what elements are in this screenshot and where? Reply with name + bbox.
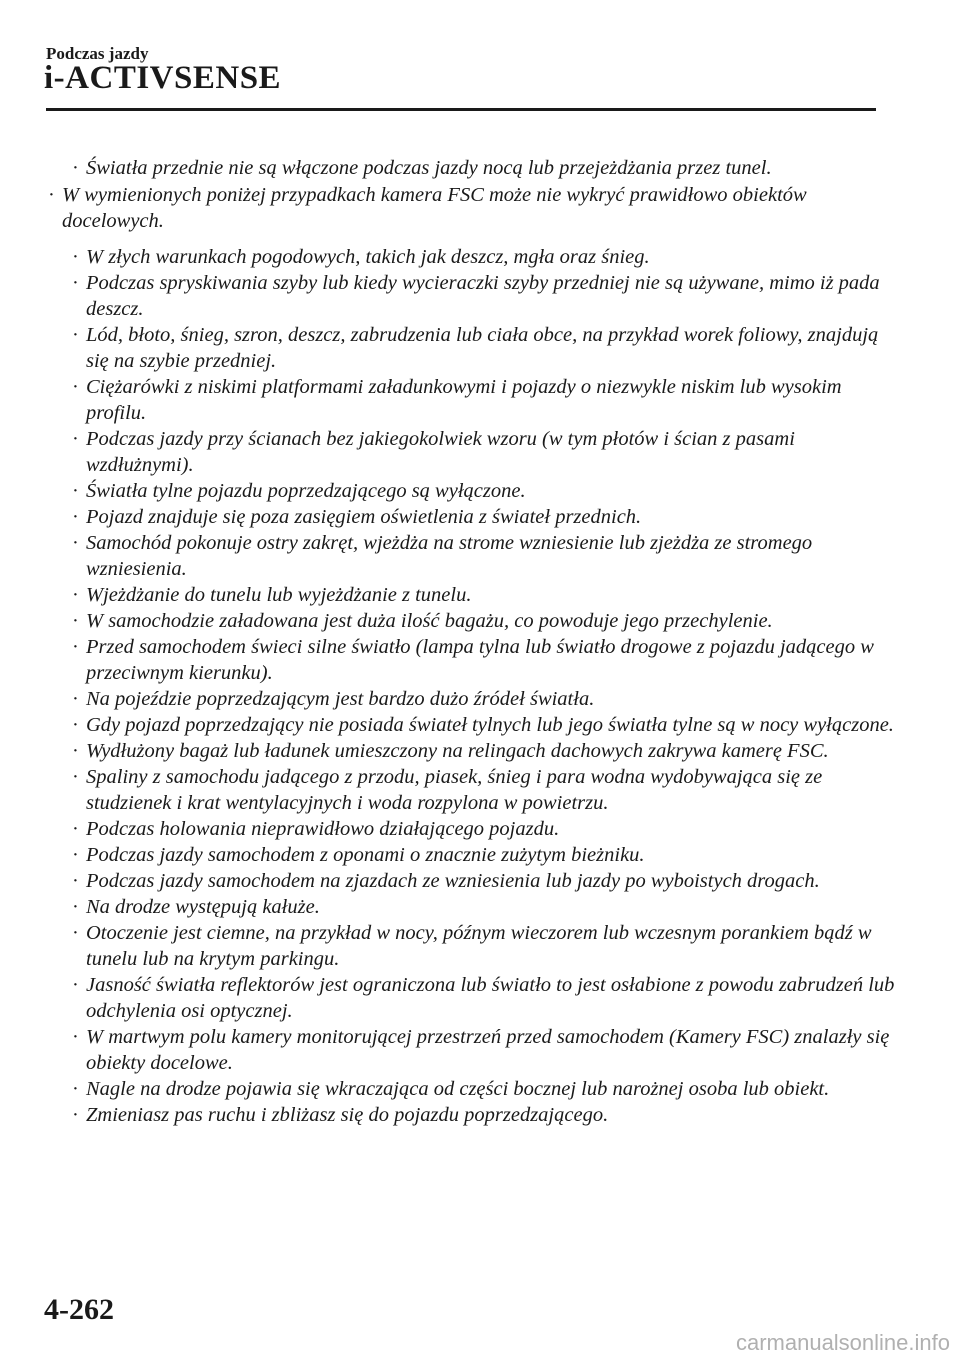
bullet-icon: · xyxy=(72,688,79,710)
bullet-icon: · xyxy=(72,896,79,918)
list-item xyxy=(0,868,960,894)
list-item xyxy=(0,686,960,712)
bullet-icon: · xyxy=(72,714,79,736)
list-item xyxy=(0,582,960,608)
list-item-text: Światła tylne pojazdu poprzedzającego są wyłączone. xyxy=(86,480,526,502)
list-item-text: W złych warunkach pogodowych, takich jak deszcz, mgła oraz śnieg. xyxy=(86,246,650,268)
list-item xyxy=(0,608,960,634)
list-item-text: Na pojeździe poprzedzającym jest bardzo dużo źródeł światła. xyxy=(86,688,595,710)
list-item xyxy=(0,738,960,764)
list-item-text: W samochodzie załadowana jest duża ilość bagażu, co powoduje jego przechylenie. xyxy=(86,610,773,632)
list-item xyxy=(0,426,960,478)
list-item-text: Nagle na drodze pojawia się wkraczająca od części bocznej lub narożnej osoba lub obiekt. xyxy=(86,1078,830,1100)
list-item xyxy=(0,972,960,1024)
bullet-icon: · xyxy=(72,376,79,398)
bullet-icon: · xyxy=(72,636,79,658)
list-item-text: Przed samochodem świeci silne światło (lampa tylna lub światło drogowe z pojazdu jadącego w przeciwnym kierunku). xyxy=(86,636,874,684)
list-item-text: Podczas jazdy samochodem na zjazdach ze wzniesienia lub jazdy po wyboistych drogach. xyxy=(86,870,820,892)
bullet-icon: · xyxy=(72,506,79,528)
bullet-icon: · xyxy=(72,844,79,866)
bullet-icon: · xyxy=(72,246,79,268)
list-item xyxy=(0,920,960,972)
list-item-text: Jasność światła reflektorów jest ograniczona lub światło to jest osłabione z powodu zabrudzeń lub odchylenia osi optycznej. xyxy=(86,974,895,1022)
list-item-text: Lód, błoto, śnieg, szron, deszcz, zabrudzenia lub ciała obce, na przykład worek foliowy, znajdują się na szybie przedniej. xyxy=(86,324,879,372)
list-item xyxy=(0,1076,960,1102)
list-item xyxy=(0,270,960,322)
bullet-icon: · xyxy=(72,740,79,762)
bullet-icon: · xyxy=(72,324,79,346)
bullet-icon: · xyxy=(72,870,79,892)
list-item-text: Podczas jazdy przy ścianach bez jakiegokolwiek wzoru (w tym płotów i ścian z pasami wzdłużnymi). xyxy=(86,428,795,476)
list-item-text: Światła przednie nie są włączone podczas jazdy nocą lub przejeżdżania przez tunel. xyxy=(86,157,772,179)
bullet-icon: · xyxy=(72,974,79,996)
list-item-text: Podczas spryskiwania szyby lub kiedy wycieraczki szyby przedniej nie są używane, mimo iż pada deszcz. xyxy=(86,272,880,320)
list-item xyxy=(0,816,960,842)
bullet-icon: · xyxy=(72,1104,79,1126)
list-item-text: Samochód pokonuje ostry zakręt, wjeżdża na strome wzniesienie lub zjeżdża ze stromego wzniesienia. xyxy=(86,532,813,580)
list-item-text: Zmieniasz pas ruchu i zbliżasz się do pojazdu poprzedzającego. xyxy=(86,1104,609,1126)
list-item xyxy=(0,478,960,504)
bullet-icon: · xyxy=(72,584,79,606)
page-number: 4-262 xyxy=(44,1293,114,1326)
bullet-icon: · xyxy=(72,157,79,179)
list-item-text: Pojazd znajduje się poza zasięgiem oświetlenia z świateł przednich. xyxy=(86,506,642,528)
list-item xyxy=(0,842,960,868)
list-item-text: W martwym polu kamery monitorującej przestrzeń przed samochodem (Kamery FSC) znalazły się obiekty docelowe. xyxy=(86,1026,890,1074)
list-item xyxy=(0,1102,960,1128)
chapter-title: i-ACTIVSENSE xyxy=(44,60,282,96)
list-item-text: W wymienionych poniżej przypadkach kamera FSC może nie wykryć prawidłowo obiektów docelowych. xyxy=(62,184,807,232)
header-rule xyxy=(46,108,876,111)
section-label: Podczas jazdy xyxy=(46,44,149,63)
list-item-text: Spaliny z samochodu jadącego z przodu, piasek, śnieg i para wodna wydobywająca się ze studzienek i krat wentylacyjnych i woda rozpylona w powietrzu. xyxy=(86,766,823,814)
list-item-text: Podczas jazdy samochodem z oponami o znacznie zużytym bieżniku. xyxy=(86,844,645,866)
list-item-text: Na drodze występują kałuże. xyxy=(86,896,320,918)
list-item xyxy=(0,374,960,426)
bullet-icon: · xyxy=(72,1026,79,1048)
list-item xyxy=(0,712,960,738)
bullet-icon: · xyxy=(48,184,55,206)
list-item xyxy=(0,634,960,686)
sub-condition-list xyxy=(0,244,960,1128)
condition-list xyxy=(0,155,960,234)
bullet-icon: · xyxy=(72,480,79,502)
list-item xyxy=(0,155,960,181)
list-item xyxy=(0,322,960,374)
list-item xyxy=(0,504,960,530)
bullet-icon: · xyxy=(72,428,79,450)
list-item-text: Wydłużony bagaż lub ładunek umieszczony na relingach dachowych zakrywa kamerę FSC. xyxy=(86,740,829,762)
bullet-icon: · xyxy=(72,818,79,840)
page-content xyxy=(0,155,960,1128)
bullet-icon: · xyxy=(72,272,79,294)
list-item-text: Otoczenie jest ciemne, na przykład w nocy, późnym wieczorem lub wczesnym porankiem bądź w tunelu lub na krytym parkingu. xyxy=(86,922,872,970)
list-item xyxy=(0,764,960,816)
bullet-icon: · xyxy=(72,610,79,632)
watermark: carmanualsonline.info xyxy=(735,1330,950,1355)
bullet-icon: · xyxy=(72,766,79,788)
list-item xyxy=(0,894,960,920)
list-item-text: Podczas holowania nieprawidłowo działającego pojazdu. xyxy=(86,818,560,840)
list-item-text: Ciężarówki z niskimi platformami załadunkowymi i pojazdy o niezwykle niskim lub wysokim profilu. xyxy=(86,376,842,424)
list-item xyxy=(0,1024,960,1076)
bullet-icon: · xyxy=(72,922,79,944)
list-item xyxy=(0,530,960,582)
list-item-text: Wjeżdżanie do tunelu lub wyjeżdżanie z tunelu. xyxy=(86,584,472,606)
list-item xyxy=(0,244,960,270)
bullet-icon: · xyxy=(72,1078,79,1100)
bullet-icon: · xyxy=(72,532,79,554)
list-item xyxy=(0,182,960,234)
list-item-text: Gdy pojazd poprzedzający nie posiada świateł tylnych lub jego światła tylne są w nocy wyłączone. xyxy=(86,714,894,736)
